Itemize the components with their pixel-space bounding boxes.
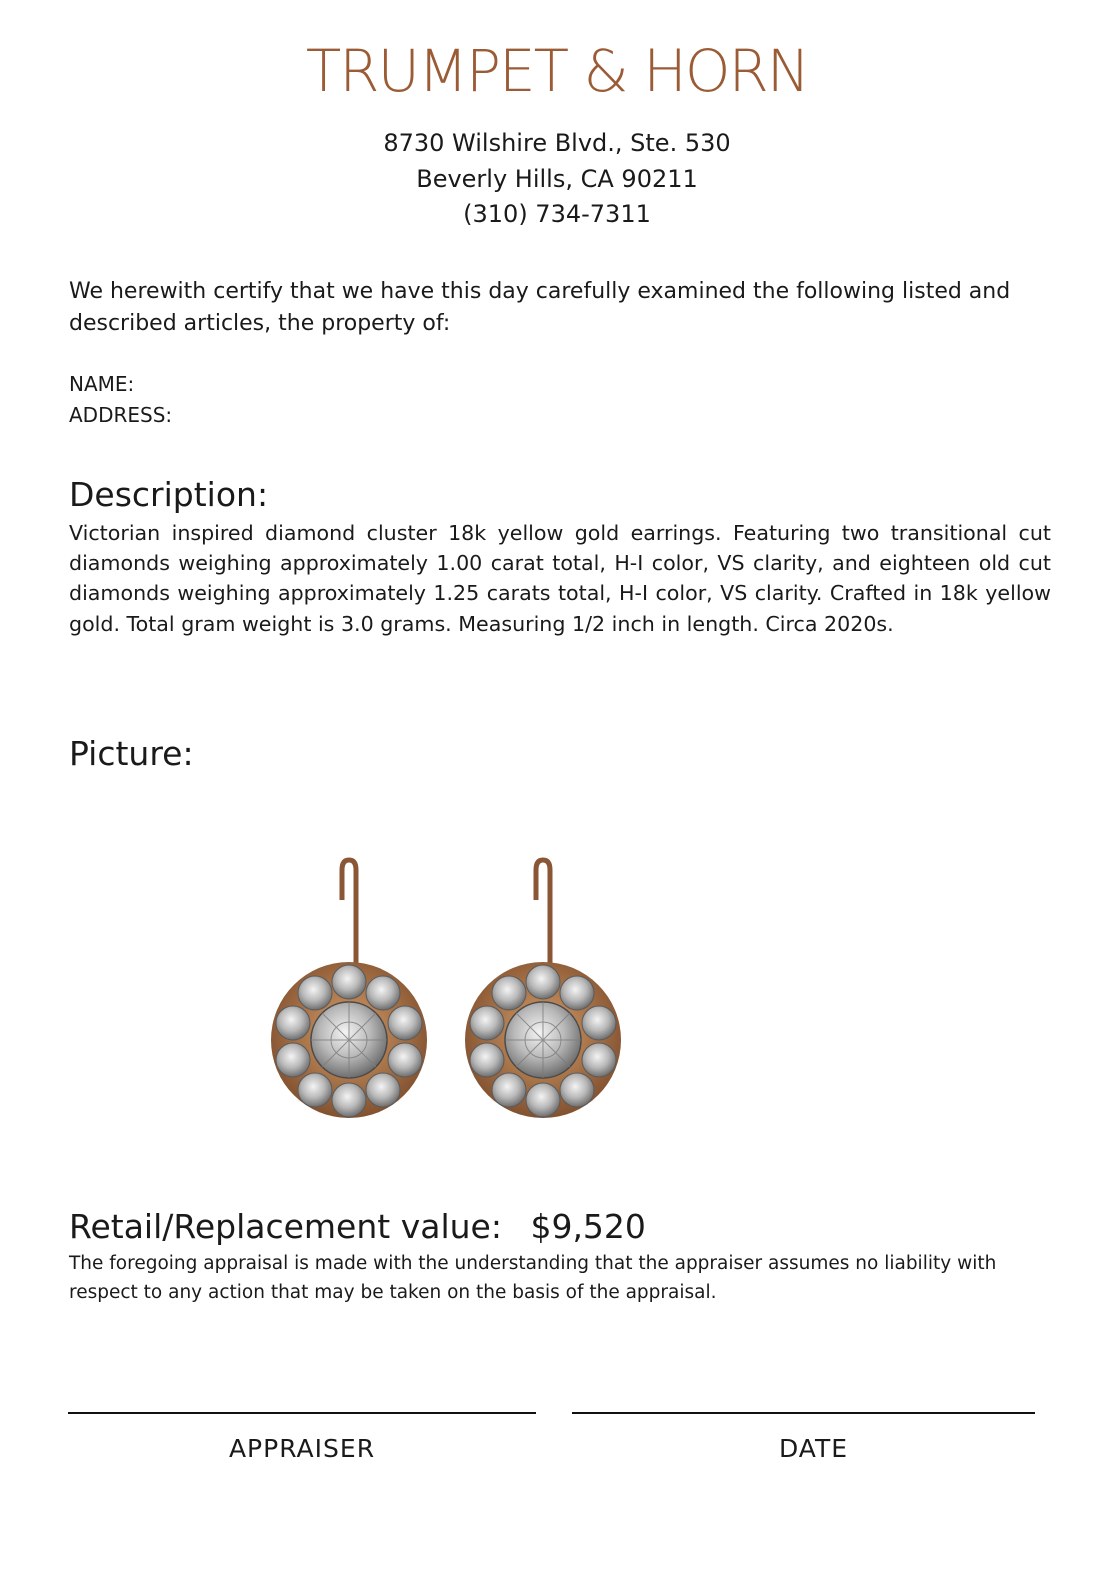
date-label: DATE [778,1434,849,1463]
certification-statement: We herewith certify that we have this day carefully examined the following listed and described articles, the property of: [69,279,1011,336]
description-heading: Description: [69,475,269,514]
description-text: Victorian inspired diamond cluster 18k yellow gold earrings. Featuring two transitional cut diamonds weighing approximately 1.00 carat total, H-I color, VS clarity, and eighteen old cut diamonds weighing approximately 1.25 carats total, H-I color, VS clarity. Crafted in 18k yellow gold. Total gram weight is 3.0 grams. Measuring 1/2 inch in length. Circa 2020s. [69,521,1051,636]
name-label: NAME: [69,372,135,396]
value-row [69,1207,646,1246]
address-line-1: 8730 Wilshire Blvd., Ste. 530 [383,129,731,157]
phone-number: (310) 734-7311 [463,200,651,228]
value-amount: $9,520 [530,1207,646,1246]
diamond-cluster-earrings-image [262,855,642,1140]
appraiser-label: APPRAISER [228,1434,376,1463]
picture-heading: Picture: [69,734,194,773]
disclaimer-text: The foregoing appraisal is made with the understanding that the appraiser assumes no liability with respect to any action that may be taken on the basis of the appraisal. [69,1253,997,1303]
date-signature-line [572,1412,1035,1414]
brand-logo: TRUMPET & HORN [305,37,809,105]
address-label: ADDRESS: [69,403,173,427]
address-line-2: Beverly Hills, CA 90211 [416,165,698,193]
value-label: Retail/Replacement value: [69,1207,502,1246]
appraiser-signature-line [68,1412,536,1414]
